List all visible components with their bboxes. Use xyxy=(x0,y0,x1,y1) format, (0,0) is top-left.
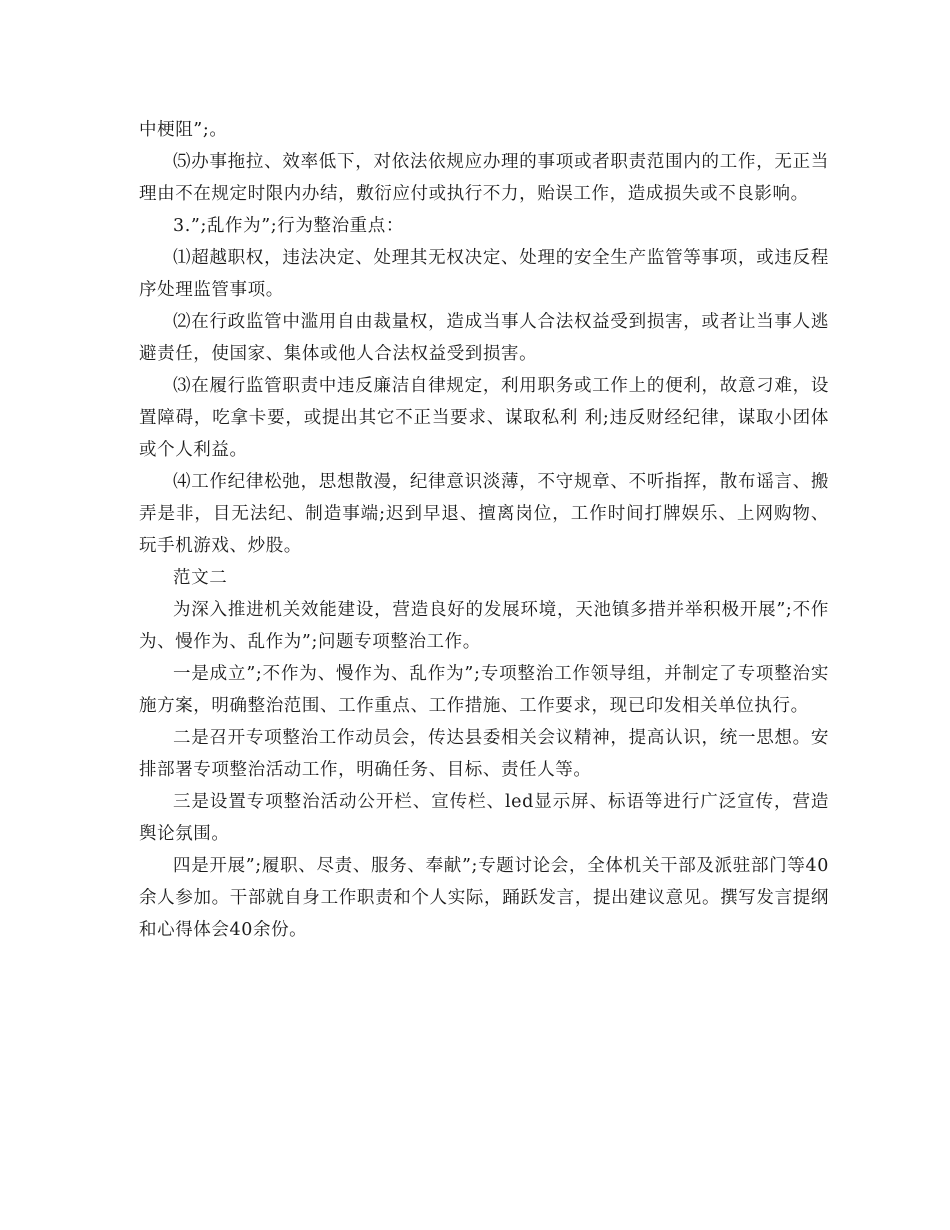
section-heading-3: 3.”;乱作为”;行为整治重点： xyxy=(173,216,404,236)
sample-heading: 范文二 xyxy=(173,568,228,588)
paragraph-11: 二是召开专项整治工作动员会，传达县委相关会议精神，提高认识，统一思想。安排部署专项整治活动工作，明确任务、目标、责任人等。 xyxy=(139,728,829,780)
paragraph-10: 一是成立”;不作为、慢作为、乱作为”;专项整治工作领导组，并制定了专项整治实施方案，明确整治范围、工作重点、工作措施、工作要求，现已印发相关单位执行。 xyxy=(139,664,829,716)
paragraph-12: 三是设置专项整治活动公开栏、宣传栏、led显示屏、标语等进行广泛宣传，营造舆论氛围。 xyxy=(139,792,829,844)
paragraph-1: 中梗阻”;。 xyxy=(139,120,228,140)
paragraph-13: 四是开展”;履职、尽责、服务、奉献”;专题讨论会，全体机关干部及派驻部门等40余人参加。干部就自身工作职责和个人实际，踊跃发言，提出建议意见。撰写发言提纲和心得体会40余份。 xyxy=(139,856,829,940)
paragraph-5: ⑵在行政监管中滥用自由裁量权，造成当事人合法权益受到损害，或者让当事人逃避责任，使国家、集体或他人合法权益受到损害。 xyxy=(139,312,829,364)
paragraph-6: ⑶在履行监管职责中违反廉洁自律规定，利用职务或工作上的便利，故意刁难，设置障碍，吃拿卡要，或提出其它不正当要求、谋取私利 利;违反财经纪律，谋取小团体或个人利益。 xyxy=(139,376,829,460)
paragraph-2: ⑸办事拖拉、效率低下，对依法依规应办理的事项或者职责范围内的工作，无正当理由不在规定时限内办结，敷衍应付或执行不力，贻误工作，造成损失或不良影响。 xyxy=(139,152,829,204)
paragraph-9: 为深入推进机关效能建设，营造良好的发展环境，天池镇多措并举积极开展”;不作为、慢作为、乱作为”;问题专项整治工作。 xyxy=(139,600,829,652)
paragraph-4: ⑴超越职权，违法决定、处理其无权决定、处理的安全生产监管等事项，或违反程序处理监管事项。 xyxy=(139,248,829,300)
paragraph-7: ⑷工作纪律松弛，思想散漫，纪律意识淡薄，不守规章、不听指挥，散布谣言、搬弄是非，目无法纪、制造事端;迟到早退、擅离岗位，工作时间打牌娱乐、上网购物、玩手机游戏、炒股。 xyxy=(139,472,829,556)
document-body xyxy=(139,114,829,946)
